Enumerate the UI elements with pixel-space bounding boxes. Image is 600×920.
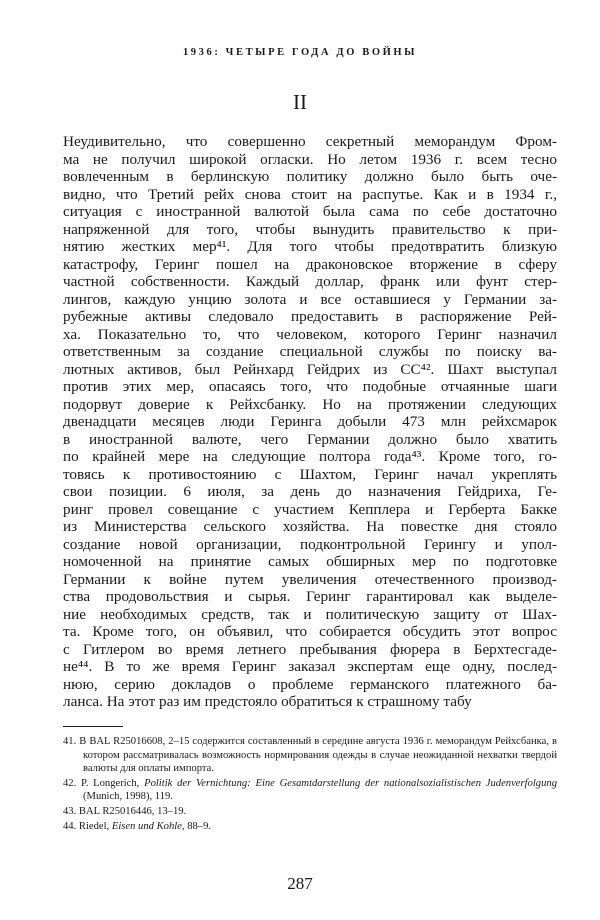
text-line: создание новой организации, подконтрольной Герингу и упол- bbox=[63, 535, 557, 553]
footnote-number: 44. bbox=[63, 820, 77, 832]
text-line: ства продовольствия и сырья. Геринг гарантировал как выделе- bbox=[63, 588, 557, 605]
text-line: номоченной на принятие самых обширных мер по подготовке bbox=[63, 553, 557, 570]
footnote-author: Riedel, bbox=[78, 820, 112, 832]
footnote-title: Eisen und Kohle bbox=[111, 820, 182, 832]
footnote-author: P. Longerich, bbox=[81, 777, 145, 789]
text-line: ответственным за создание специальной службы по поиску ва- bbox=[63, 343, 557, 360]
text-line: ринг провел совещание с участием Кепплера и Герберта Бакке bbox=[63, 500, 557, 518]
text-line: рубежные активы следовало предоставить в распоряжение Рей- bbox=[63, 308, 557, 325]
body-text bbox=[63, 133, 557, 711]
footnote-42 bbox=[63, 777, 557, 804]
footnote-publication: (Munich, 1998), 119. bbox=[83, 791, 173, 803]
text-line: с Гитлером во время летнего пребывания фюрера в Берхтесгаде- bbox=[63, 640, 557, 658]
text-line: та. Кроме того, он объявил, что собирается обсудить этот вопрос bbox=[63, 623, 557, 640]
text-line: подорвут доверие к Рейхсбанку. Но на протяжении следующих bbox=[63, 395, 557, 413]
text-line: нюю, серию докладов о проблеме германского платежного ба- bbox=[63, 675, 557, 693]
text-line: ха. Показательно то, что человеком, которого Геринг назначил bbox=[63, 325, 557, 343]
footnote-number: 42. bbox=[63, 777, 77, 789]
footnote-divider bbox=[63, 726, 123, 727]
text-line: лютных активов, был Рейнхард Гейдрих из СС⁴². Шахт выступал bbox=[63, 360, 557, 378]
section-number: II bbox=[293, 90, 307, 114]
text-line: по крайней мере на следующие полтора года⁴³. Кроме того, го- bbox=[63, 448, 557, 465]
text-line: Неудивительно, что совершенно секретный меморандум Фром- bbox=[63, 133, 557, 150]
footnote-number: 43. bbox=[63, 805, 77, 817]
text-line: лингов, каждую унцию золота и все оставшиеся у Германии за- bbox=[63, 290, 557, 308]
footnotes bbox=[63, 735, 557, 834]
text-line: вовлеченным в берлинскую политику должно было быть оче- bbox=[63, 168, 557, 185]
footnote-41 bbox=[63, 735, 557, 776]
footnote-43 bbox=[63, 805, 557, 819]
text-line: свои позиции. 6 июля, за день до назначения Гейдриха, Ге- bbox=[63, 483, 557, 500]
text-line: из Министерства сельского хозяйства. На повестке дня стояло bbox=[63, 518, 557, 535]
running-header: 1936: ЧЕТЫРЕ ГОДА ДО ВОЙНЫ bbox=[182, 47, 418, 58]
text-line: Германии к войне путем увеличения отечественного производ- bbox=[63, 570, 557, 588]
text-line: видно, что Третий рейх снова стоит на распутье. Как и в 1934 г., bbox=[63, 185, 557, 203]
text-line: ма не получил широкой огласки. Но летом 1936 г. всем тесно bbox=[63, 150, 557, 168]
text-line: ние необходимых средств, так и политическую защиту от Шах- bbox=[63, 605, 557, 623]
footnote-number: 41. bbox=[63, 736, 77, 747]
text-line: в иностранной валюте, чего Германии должно было хватить bbox=[63, 430, 557, 448]
text-line: ланса. На этот раз им предстояло обратиться к страшному табу bbox=[63, 693, 472, 710]
footnote-title: Politik der Vernichtung: Eine Gesamtdarstellung der nationalsozialistischen Judenverfolgung bbox=[144, 777, 557, 789]
text-line: товясь к противостоянию с Шахтом, Геринг начал укреплять bbox=[63, 465, 557, 483]
text-line: против этих мер, опасаясь того, что подобные отчаянные шаги bbox=[63, 378, 557, 395]
text-line: ситуация с иностранной валютой была сама по себе достаточно bbox=[63, 203, 557, 220]
footnote-text: В BAL R25016608, 2–15 содержится составленный в середине августа 1936 г. меморандум Рейхсбанка, в котором рассматривалась возможность нормирования одежды в случае неожиданной нехватки твердой валюты для оплаты импорта. bbox=[79, 736, 557, 775]
text-line: не⁴⁴. В то же время Геринг заказал экспертам еще одну, послед- bbox=[63, 658, 557, 675]
text-line: катастрофу, Геринг пошел на драконовское вторжение в сферу bbox=[63, 255, 557, 273]
page-number: 287 bbox=[287, 874, 313, 893]
text-line: двенадцати месяцев люди Геринга добыли 473 млн рейхсмарок bbox=[63, 413, 557, 430]
footnote-text: BAL R25016446, 13–19. bbox=[78, 805, 187, 817]
text-line: напряженной для того, чтобы вынудить правительство к при- bbox=[63, 220, 557, 238]
text-line: частной собственности. Каждый доллар, франк или фунт стер- bbox=[63, 273, 557, 290]
footnote-publication: , 88–9. bbox=[181, 820, 212, 832]
text-line: нятию жестких мер⁴¹. Для того чтобы предотвратить близкую bbox=[63, 238, 557, 255]
footnote-44 bbox=[63, 820, 557, 834]
